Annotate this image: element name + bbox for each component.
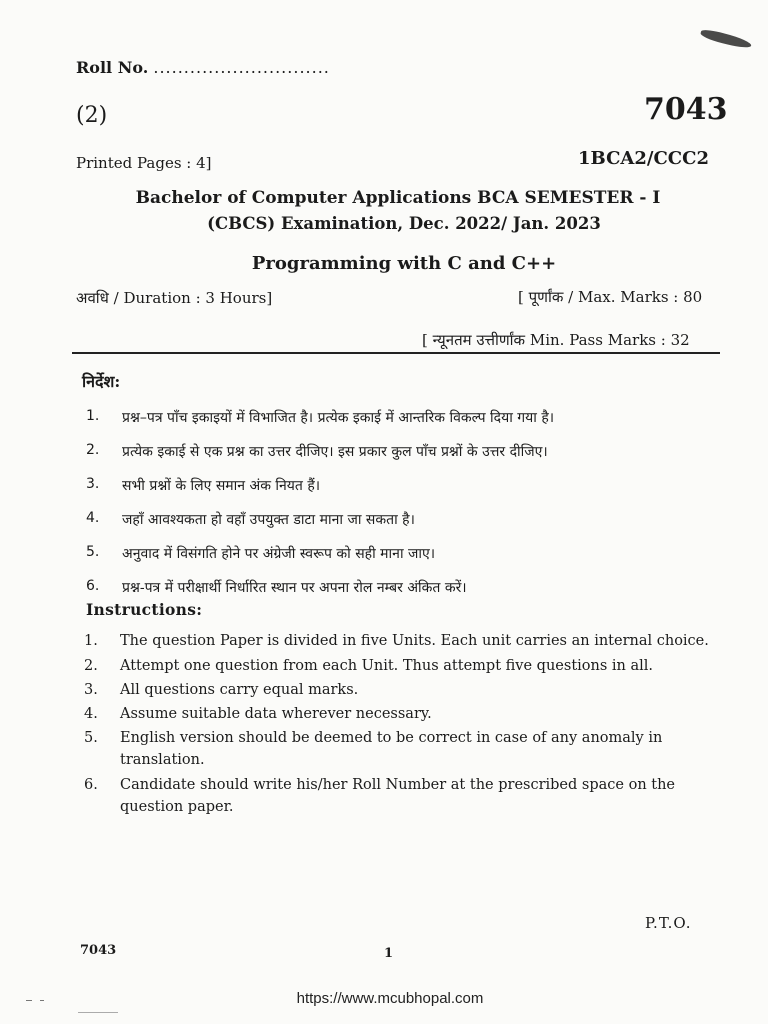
page-marker: (2) — [76, 103, 108, 128]
list-item: 6. Candidate should write his/her Roll Number at the prescribed space on the question paper. — [84, 777, 676, 815]
english-instructions — [84, 630, 724, 821]
list-item: 5. अनुवाद में विसंगति होने पर अंग्रेजी स्वरूप को सही माना जाए। — [86, 544, 436, 562]
hindi-instructions — [86, 408, 736, 612]
list-item: 2. Attempt one question from each Unit. Thus attempt five questions in all. — [84, 658, 654, 674]
subject-code: 1BCA2/CCC2 — [578, 148, 709, 169]
hindi-heading: निर्देश: — [82, 372, 121, 391]
roll-label: Roll No. — [76, 58, 149, 77]
list-item: 5. English version should be deemed to be correct in case of any anomaly in translation. — [84, 730, 663, 768]
paper-code: 7043 — [644, 92, 728, 127]
exam-title-line1: Bachelor of Computer Applications BCA SEMESTER - I — [135, 188, 661, 208]
roll-number-field — [76, 58, 330, 77]
scan-artifact — [700, 28, 753, 50]
list-item: 4. जहाँ आवश्यकता हो वहाँ उपयुक्त डाटा माना जा सकता है। — [86, 510, 415, 528]
list-item: 6. प्रश्न-पत्र में परीक्षार्थी निर्धारित स्थान पर अपना रोल नम्बर अंकित करें। — [86, 578, 467, 596]
printed-pages: Printed Pages : 4] — [76, 154, 212, 172]
pto-label: P.T.O. — [645, 914, 692, 932]
footer-paper-code: 7043 — [80, 943, 117, 958]
list-item: 1. The question Paper is divided in five Units. Each unit carries an internal choice. — [84, 633, 709, 649]
list-item: 3. सभी प्रश्नों के लिए समान अंक नियत हैं। — [86, 476, 321, 494]
duration: अवधि / Duration : 3 Hours] — [76, 289, 273, 307]
roll-dots: ............................. — [153, 58, 330, 77]
subject-title: Programming with C and C++ — [251, 253, 557, 274]
source-url: https://www.mcubhopal.com — [296, 990, 484, 1007]
scan-speck — [78, 1012, 118, 1013]
divider — [72, 352, 720, 354]
list-item: 1. प्रश्न–पत्र पाँच इकाइयों में विभाजित है। प्रत्येक इकाई में आन्तरिक विकल्प दिया गया है। — [86, 408, 555, 426]
scan-speck — [40, 1000, 44, 1001]
exam-title-line2: (CBCS) Examination, Dec. 2022/ Jan. 2023 — [207, 214, 601, 233]
list-item: 3. All questions carry equal marks. — [84, 682, 359, 698]
list-item: 2. प्रत्येक इकाई से एक प्रश्न का उत्तर दीजिए। इस प्रकार कुल पाँच प्रश्नों के उत्तर दीजिए। — [86, 442, 548, 460]
english-heading: Instructions: — [86, 600, 203, 619]
page-number: 1 — [384, 946, 394, 961]
list-item: 4. Assume suitable data wherever necessary. — [84, 706, 432, 722]
min-marks: [ न्यूनतम उत्तीर्णांक Min. Pass Marks : 32 — [422, 331, 690, 349]
max-marks: [ पूर्णांक / Max. Marks : 80 — [518, 288, 703, 306]
scan-speck — [26, 1000, 32, 1001]
